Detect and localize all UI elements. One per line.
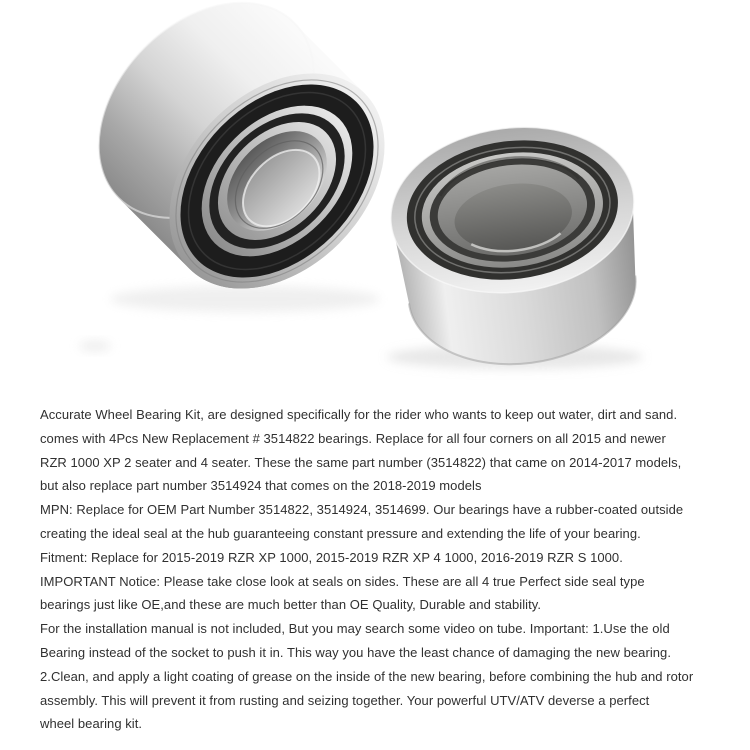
description-line: comes with 4Pcs New Replacement # 3514822 bearings. Replace for all four corners on all 2015 and newer [40,430,666,446]
description-line: Accurate Wheel Bearing Kit, are designed specifically for the rider who wants to keep out water, dirt and sand. [40,407,678,422]
description-line: creating the ideal seal at the hub guaranteeing constant pressure and extending the life of your bearing. [40,525,641,541]
bearing-left [56,0,427,331]
description-line: Bearing instead of the socket to push it in. This way you have the least chance of damaging the new bearing. [40,644,671,660]
description-line: 2.Clean, and apply a light coating of grease on the inside of the new bearing, before combining the hub and rotor [40,668,694,684]
description-line: IMPORTANT Notice: Please take close look at seals on sides. These are all 4 true Perfect side seal type [40,573,645,589]
description-line: bearings just like OE,and these are much better than OE Quality, Durable and stability. [40,597,542,613]
bearing-right [381,114,652,378]
description-line: wheel bearing kit. [40,716,143,732]
description-line: but also replace part number 3514924 that comes on the 2018-2019 models [40,478,482,494]
product-description [40,403,745,736]
description-line: MPN: Replace for OEM Part Number 3514822, 3514924, 3514699. Our bearings have a rubber-coated outside [40,502,684,518]
description-line: RZR 1000 XP 2 seater and 4 seater. These the same part number (3514822) that came on 2014-2017 models, [40,454,682,470]
description-line: Fitment: Replace for 2015-2019 RZR XP 1000, 2015-2019 RZR XP 4 1000, 2016-2019 RZR S 1000. [40,549,623,565]
description-line: For the installation manual is not included, But you may search some video on tube. Important: 1.Use the old [40,621,670,637]
description-line: assembly. This will prevent it from rusting and seizing together. Your powerful UTV/ATV deverse a perfect [40,692,650,708]
